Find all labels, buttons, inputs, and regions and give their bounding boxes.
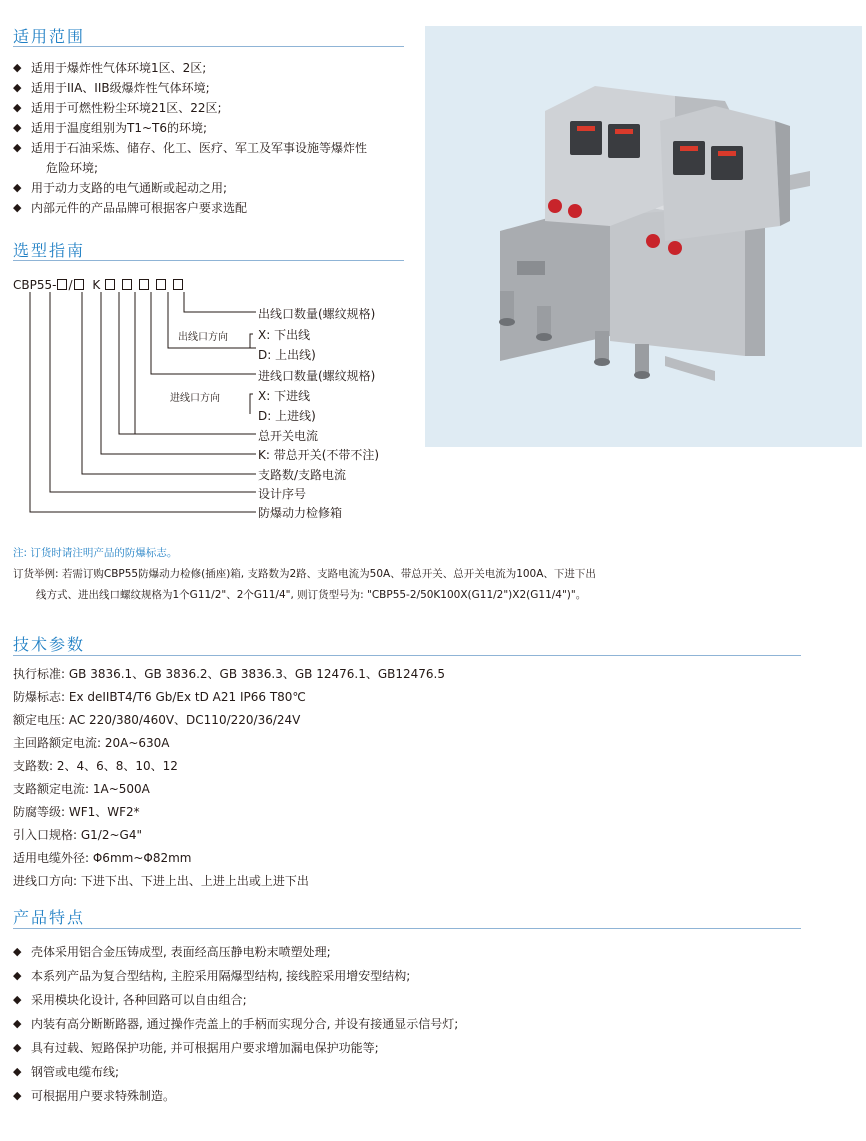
features-divider bbox=[13, 928, 801, 929]
tree-sub-label: 进线口方向 bbox=[170, 393, 220, 404]
scope-heading: 适用范围 bbox=[13, 27, 86, 46]
tech-divider bbox=[13, 655, 801, 656]
model-code-prefix: CBP55- bbox=[13, 278, 57, 292]
tree-label: D: 上出线) bbox=[258, 348, 316, 362]
order-example: 订货举例: 若需订购CBP55防爆动力检修(插座)箱, 支路数为2路、支路电流为50A、带总开关、总开关电流为100A、下进下出 bbox=[13, 568, 596, 580]
scope-list bbox=[13, 58, 367, 218]
bullet-diamond-icon: ◆ bbox=[13, 993, 22, 1006]
list-item: ◆ 内部元件的产品品牌可根据客户要求选配 bbox=[13, 198, 367, 218]
selection-heading: 选型指南 bbox=[13, 241, 86, 260]
param-row: 支路数: 2、4、6、8、10、12 bbox=[13, 759, 178, 773]
param-row: 主回路额定电流: 20A~630A bbox=[13, 736, 170, 750]
product-photo bbox=[425, 26, 862, 447]
code-box bbox=[122, 279, 132, 290]
bullet-diamond-icon: ◆ bbox=[13, 101, 22, 114]
param-row: 防爆标志: Ex deIIBT4/T6 Gb/Ex tD A21 IP66 T80℃ bbox=[13, 690, 306, 704]
tree-label: 总开关电流 bbox=[258, 429, 319, 443]
param-row: 额定电压: AC 220/380/460V、DC110/220/36/24V bbox=[13, 713, 301, 727]
explosion-proof-box-illustration bbox=[425, 26, 862, 447]
tree-label: 设计序号 bbox=[258, 487, 307, 501]
order-note: 注: 订货时请注明产品的防爆标志。 bbox=[13, 547, 178, 559]
param-row: 进线口方向: 下进下出、下进上出、上进上出或上进下出 bbox=[13, 874, 309, 888]
list-item-continuation: 危险环境; bbox=[46, 161, 99, 175]
model-code-k: K bbox=[92, 278, 101, 292]
tech-params bbox=[13, 663, 445, 893]
tree-label: X: 下出线 bbox=[258, 328, 311, 342]
bullet-diamond-icon: ◆ bbox=[13, 141, 22, 154]
tree-label: 进线口数量(螺纹规格) bbox=[258, 369, 376, 383]
code-box bbox=[173, 279, 183, 290]
list-item: ◆ 适用于温度组别为T1~T6的环境; bbox=[13, 118, 367, 138]
order-example-cont: 线方式、进出线口螺纹规格为1个G11/2"、2个G11/4", 则订货型号为: "CBP55-2/50K100X(G11/2")X2(G11/4")"。 bbox=[36, 589, 587, 601]
tree-sub-label: 出线口方向 bbox=[178, 332, 228, 343]
tree-label: 出线口数量(螺纹规格) bbox=[258, 307, 376, 321]
bullet-diamond-icon: ◆ bbox=[13, 1017, 22, 1030]
tree-label: X: 下进线 bbox=[258, 389, 311, 403]
model-code-sep: / bbox=[68, 278, 73, 292]
list-item: ◆ 适用于IIA、IIB级爆炸性气体环境; bbox=[13, 78, 367, 98]
list-item: ◆ 本系列产品为复合型结构, 主腔采用隔爆型结构, 接线腔采用增安型结构; bbox=[13, 964, 458, 988]
bullet-diamond-icon: ◆ bbox=[13, 81, 22, 94]
code-box bbox=[57, 279, 67, 290]
bullet-diamond-icon: ◆ bbox=[13, 61, 22, 74]
selection-divider bbox=[13, 260, 404, 261]
list-item: ◆ 壳体采用铝合金压铸成型, 表面经高压静电粉末喷塑处理; bbox=[13, 940, 458, 964]
list-item: ◆ 用于动力支路的电气通断或起动之用; bbox=[13, 178, 367, 198]
list-item: ◆ 可根据用户要求特殊制造。 bbox=[13, 1084, 458, 1108]
code-box bbox=[105, 279, 115, 290]
param-row: 防腐等级: WF1、WF2* bbox=[13, 805, 140, 819]
scope-divider bbox=[13, 46, 404, 47]
features-list bbox=[13, 940, 458, 1108]
selection-tree-lines bbox=[20, 290, 280, 530]
bullet-diamond-icon: ◆ bbox=[13, 201, 22, 214]
bullet-diamond-icon: ◆ bbox=[13, 969, 22, 982]
param-row: 引入口规格: G1/2~G4" bbox=[13, 828, 142, 842]
list-item: ◆ 内装有高分断断路器, 通过操作壳盖上的手柄而实现分合, 并设有接通显示信号灯; bbox=[13, 1012, 458, 1036]
bullet-diamond-icon: ◆ bbox=[13, 945, 22, 958]
list-item: ◆ 钢管或电缆布线; bbox=[13, 1060, 458, 1084]
code-box bbox=[74, 279, 84, 290]
tree-label: K: 带总开关(不带不注) bbox=[258, 448, 380, 462]
param-row: 适用电缆外径: Φ6mm~Φ82mm bbox=[13, 851, 192, 865]
tree-label: D: 上进线) bbox=[258, 409, 316, 423]
tree-label: 防爆动力检修箱 bbox=[258, 506, 343, 520]
tree-label: 支路数/支路电流 bbox=[258, 468, 347, 482]
bullet-diamond-icon: ◆ bbox=[13, 1065, 22, 1078]
bullet-diamond-icon: ◆ bbox=[13, 181, 22, 194]
list-item: ◆ 适用于石油采炼、储存、化工、医疗、军工及军事设施等爆炸性 bbox=[13, 138, 367, 158]
param-row: 执行标准: GB 3836.1、GB 3836.2、GB 3836.3、GB 12476.1、GB12476.5 bbox=[13, 667, 445, 681]
bullet-diamond-icon: ◆ bbox=[13, 121, 22, 134]
code-box bbox=[156, 279, 166, 290]
bullet-diamond-icon: ◆ bbox=[13, 1089, 22, 1102]
param-row: 支路额定电流: 1A~500A bbox=[13, 782, 150, 796]
list-item: ◆ 具有过载、短路保护功能, 并可根据用户要求增加漏电保护功能等; bbox=[13, 1036, 458, 1060]
list-item: ◆ 适用于爆炸性气体环境1区、2区; bbox=[13, 58, 367, 78]
list-item: ◆ 采用模块化设计, 各种回路可以自由组合; bbox=[13, 988, 458, 1012]
bullet-diamond-icon: ◆ bbox=[13, 1041, 22, 1054]
tech-heading: 技术参数 bbox=[13, 635, 86, 654]
list-item: ◆ 适用于可燃性粉尘环境21区、22区; bbox=[13, 98, 367, 118]
features-heading: 产品特点 bbox=[13, 908, 86, 927]
code-box bbox=[139, 279, 149, 290]
